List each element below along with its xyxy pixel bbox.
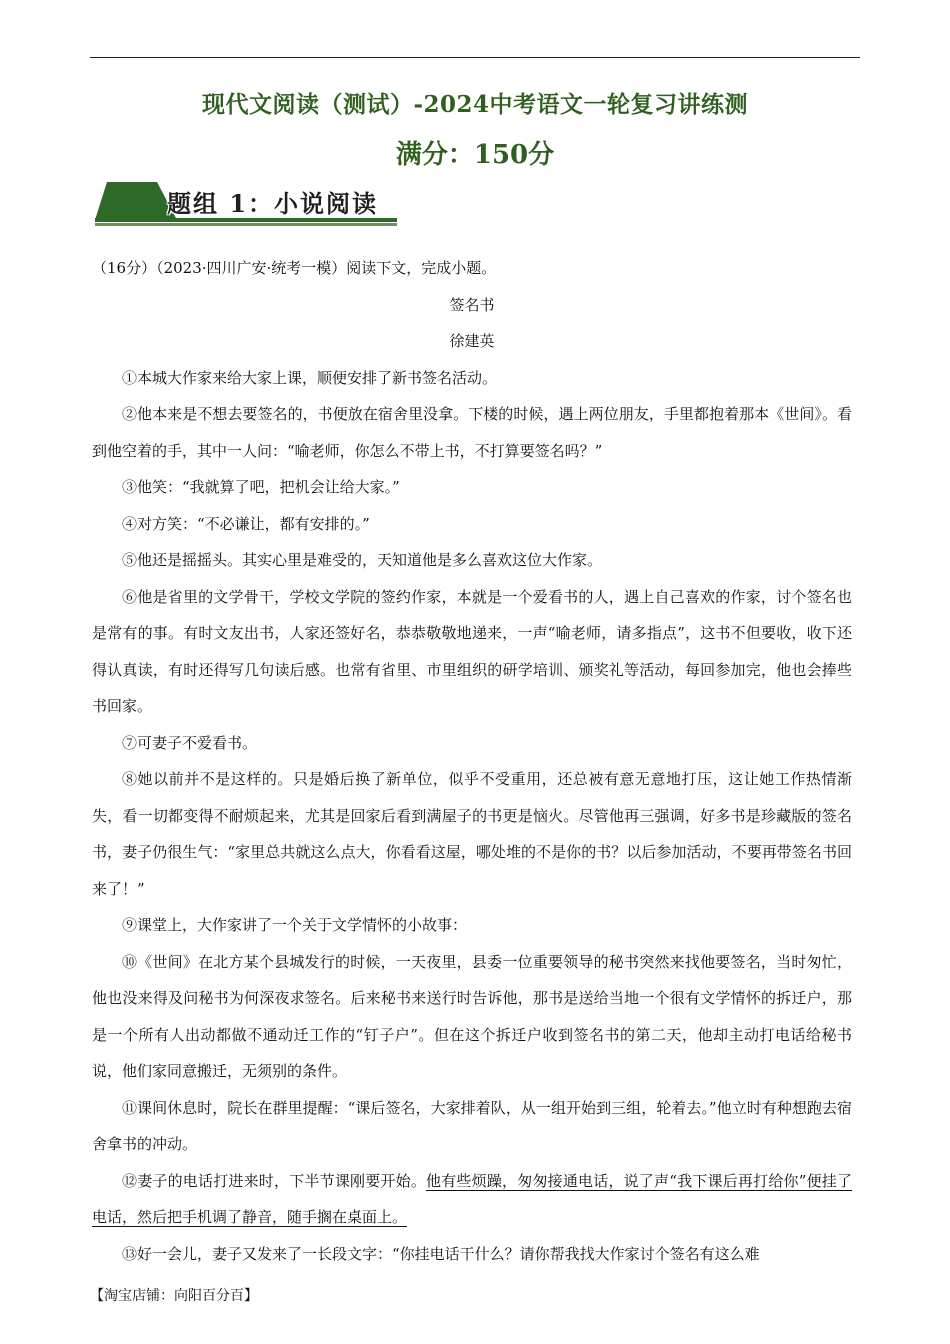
question-body [92,250,852,1272]
paragraph-10: ⑩《世间》在北方某个县城发行的时候，一天夜里，县委一位重要领导的秘书突然来找他要签名，当时匆忙，他也没来得及问秘书为何深夜求签名。后来秘书来送行时告诉他，那书是送给当地一个很有文学情怀的拆迁户，那是一个所有人出动都做不通动迁工作的“钉子户”。但在这个拆迁户收到签名书的第二天，他却主动打电话给秘书说，他们家同意搬迁，无须别的条件。 [92,952,852,1080]
top-rule [90,57,860,58]
paragraph-2: ②他本来是不想去要签名的，书便放在宿舍里没拿。下楼的时候，遇上两位朋友，手里都抱着那本《世间》。看到他空着的手，其中一人问：“喻老师，你怎么不带上书，不打算要签名吗？” [92,405,852,460]
article-title: 签名书 [449,295,495,314]
underlined-sentence: 他有些烦躁，匆匆接通电话，说了声“我下课后再打给你”便挂了电话，然后把手机调了静音，随手搁在桌面上。 [92,1171,852,1226]
shop-footer: 【淘宝店铺：向阳百分百】 [90,1288,258,1304]
paragraph-12-text: ⑫妻子的电话打进来时，下半节课刚要开始。 [122,1171,427,1190]
question-intro: （16分）（2023·四川广安·统考一模）阅读下文，完成小题。 [92,259,497,277]
page-title: 现代文阅读（测试）-2024中考语文一轮复习讲练测 [201,91,749,118]
paragraph-9: ⑨课堂上，大作家讲了一个关于文学情怀的小故事： [122,916,468,934]
paragraph-8: ⑧她以前并不是这样的。只是婚后换了新单位，似乎不受重用，还总被有意无意地打压，这让她工作热情渐失，看一切都变得不耐烦起来，尤其是回家后看到满屋子的书更是恼火。尽管他再三强调，好多书是珍藏版的签名书，妻子仍很生气：“家里总共就这么点大，你看看这屋，哪处堆的不是你的书？以后参加活动，不要再带签名书回来了！” [92,770,852,898]
section-banner [93,180,403,228]
section-title: 题组 1：小说阅读 [167,189,379,218]
paragraph-13: ⑬好一会儿，妻子又发来了一长段文字：“你挂电话干什么？请你帮我找大作家讨个签名有这么难 [122,1244,760,1263]
paragraph-1: ①本城大作家来给大家上课，顺便安排了新书签名活动。 [122,368,498,387]
article-author: 徐建英 [449,332,495,350]
paragraph-3: ③他笑：“我就算了吧，把机会让给大家。” [122,478,400,496]
paragraph-12 [92,1163,852,1236]
paragraph-7: ⑦可妻子不爱看书。 [122,733,258,752]
paragraph-5: ⑤他还是摇摇头。其实心里是难受的，天知道他是多么喜欢这位大作家。 [122,551,603,569]
paragraph-11: ⑪课间休息时，院长在群里提醒：“课后签名，大家排着队，从一组开始到三组，轮着去。”他立时有种想跑去宿舍拿书的冲动。 [92,1098,852,1153]
full-score: 满分：150分 [395,140,555,170]
paragraph-4: ④对方笑：“不必谦让，都有安排的。” [122,514,370,533]
paragraph-6: ⑥他是省里的文学骨干，学校文学院的签约作家，本就是一个爱看书的人，遇上自己喜欢的作家，讨个签名也是常有的事。有时文友出书，人家还签好名，恭恭敬敬地递来，一声“喻老师，请多指点”，这书不但要收，收下还得认真读，有时还得写几句读后感。也常有省里、市里组织的研学培训、颁奖礼等活动，每回参加完，他也会捧些书回家。 [92,587,852,715]
